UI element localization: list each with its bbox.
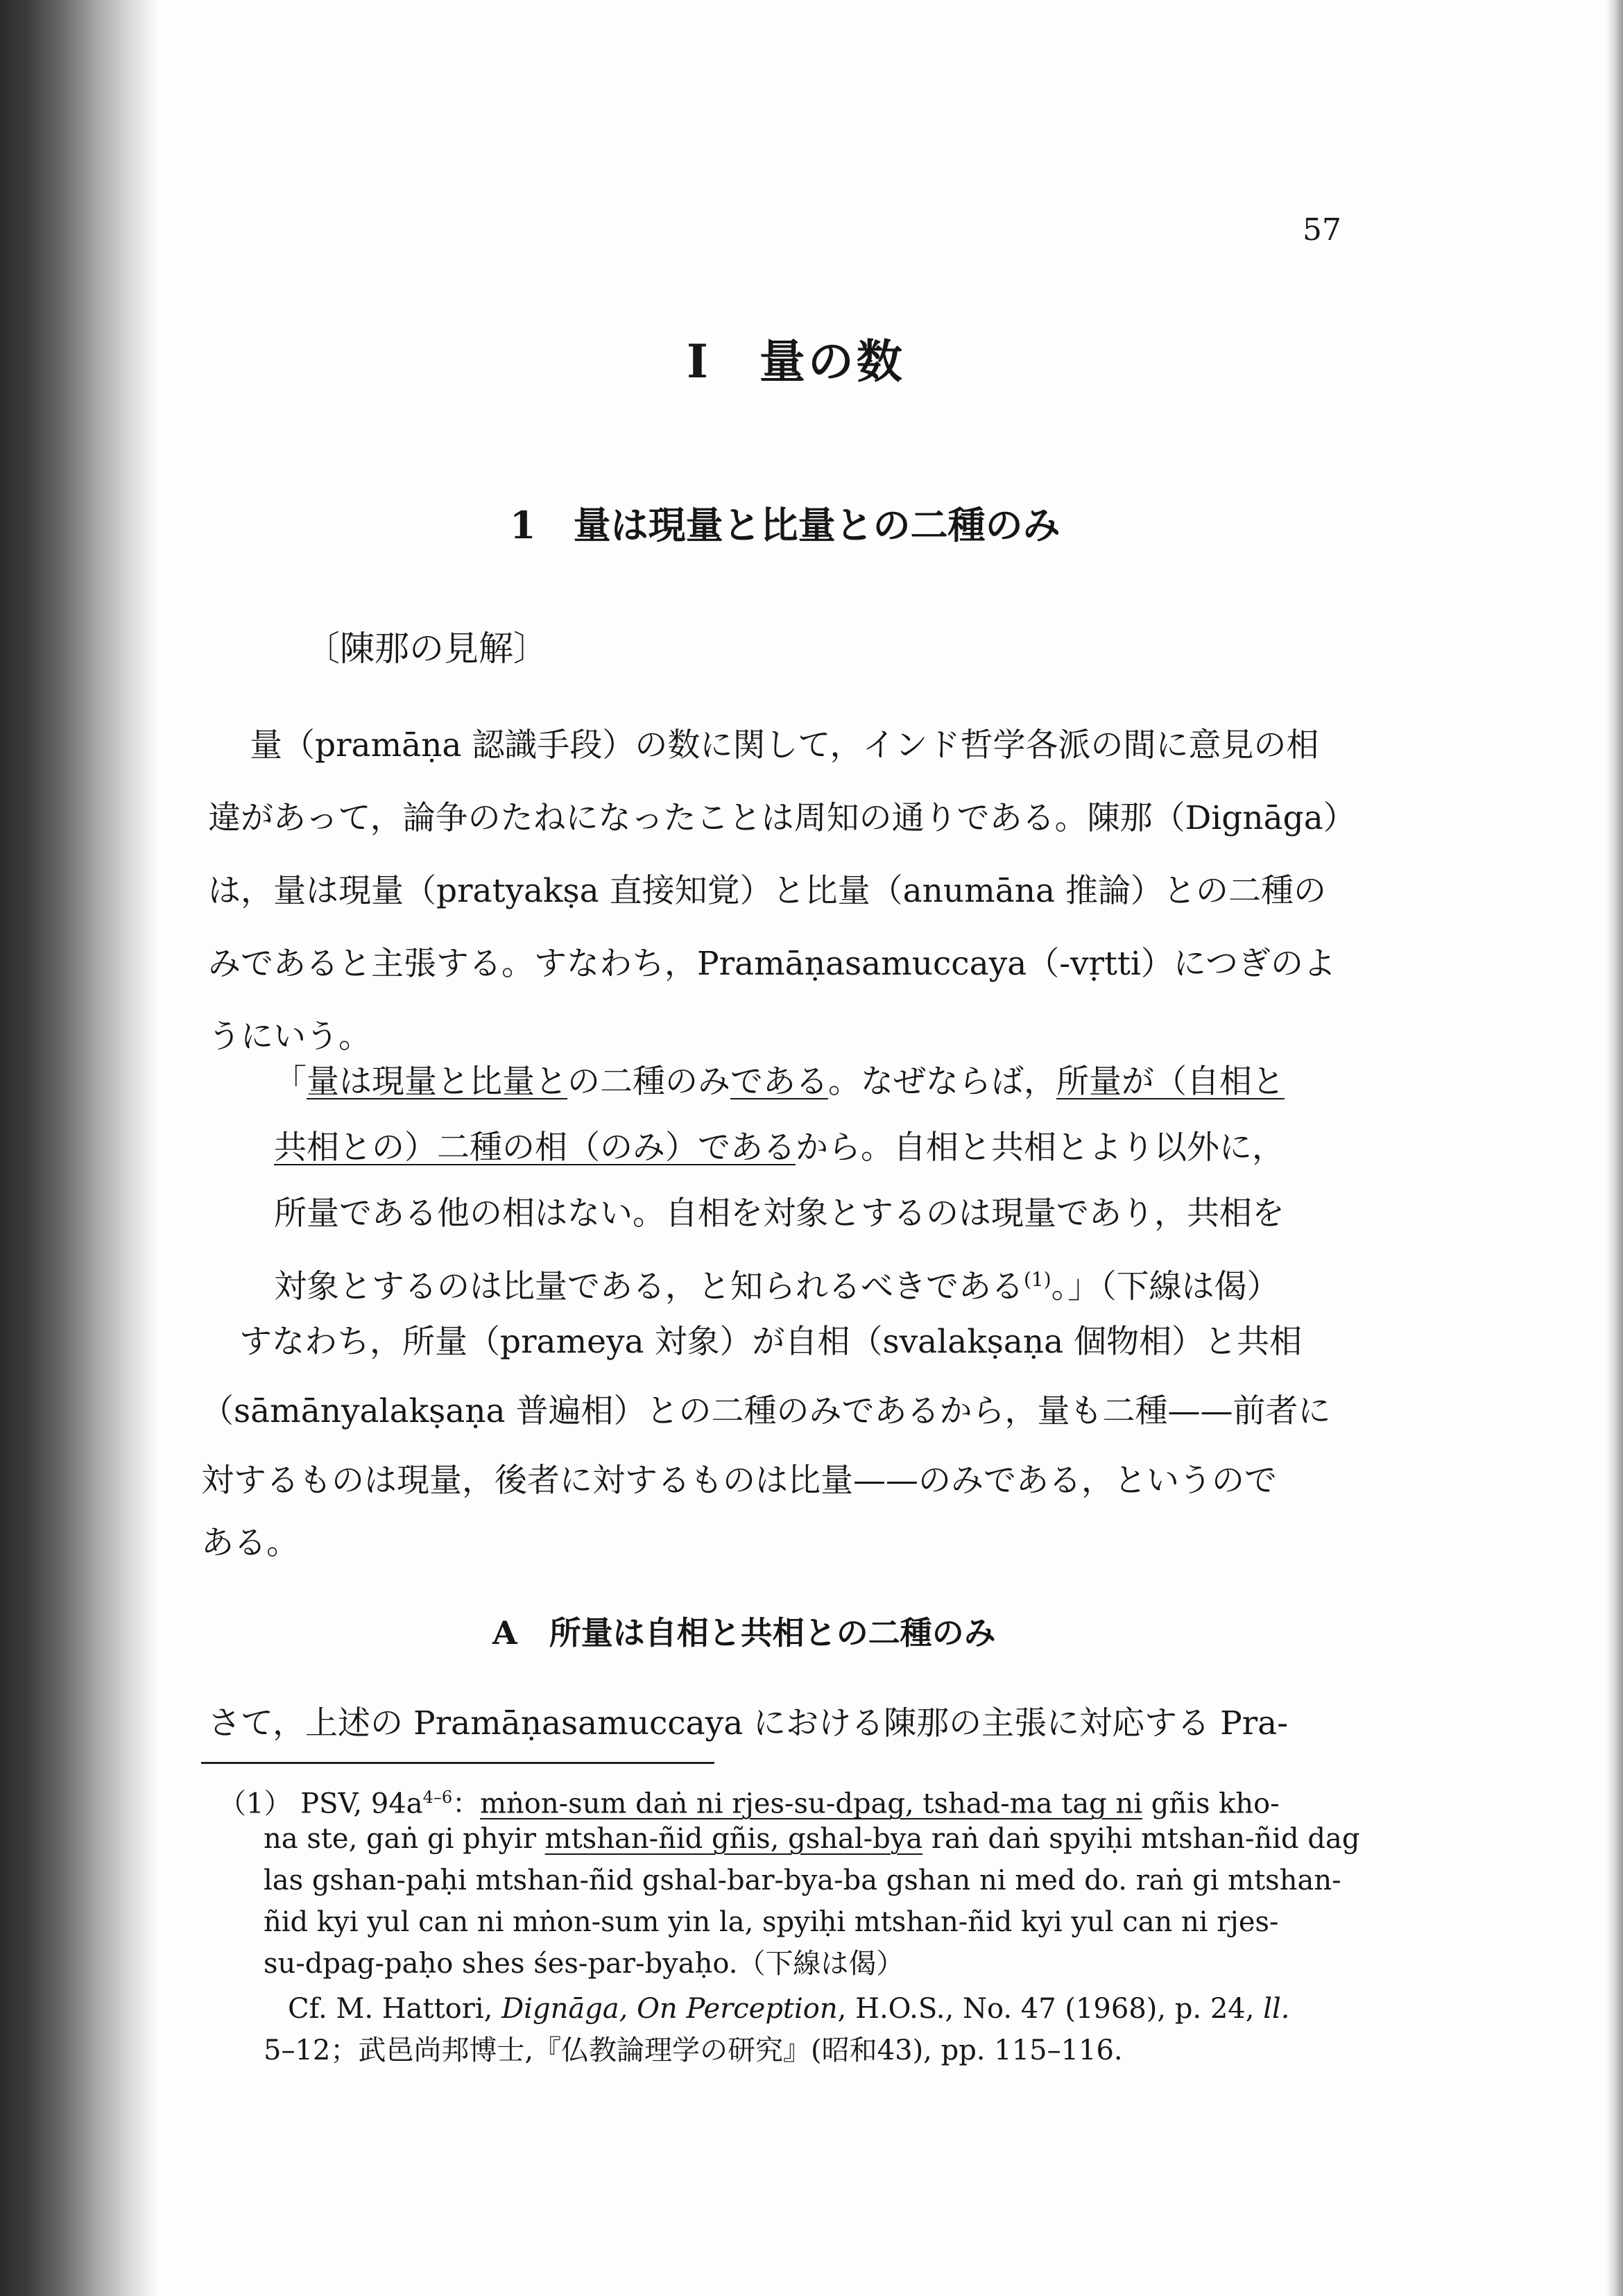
quote-underline-4: 共相との）二種の相（のみ）である <box>274 1129 796 1167</box>
footnote-rule <box>201 1762 714 1764</box>
scan-right-edge <box>1606 0 1623 2296</box>
para2-line-4: ある。 <box>201 1524 299 1562</box>
chapter-title: I 量の数 <box>687 334 905 388</box>
page-number: 57 <box>1303 212 1341 248</box>
footnote-line-5: su-dpag-paḥo shes śes-par-byaḥo.（下線は偈） <box>264 1948 904 1980</box>
footnote-line-4: ñid kyi yul can ni mṅon-sum yin la, spyiḥi mtshan-ñid kyi yul can ni rjes- <box>264 1906 1279 1938</box>
para2-line-2: （sāmānyalakṣaṇa 普遍相）との二種のみであるから，量も二種——前者に <box>201 1392 1331 1430</box>
para1-line-3: は，量は現量（pratyakṣa 直接知覚）と比量（anumāna 推論）との二種の <box>208 872 1326 910</box>
scan-gutter-shadow <box>0 0 160 2296</box>
quote-underline-3: 所量が（自相と <box>1056 1063 1285 1101</box>
quote-line-2: 共相との）二種の相（のみ）であるから。自相と共相とより以外に， <box>274 1129 1285 1167</box>
quote-line-3: 所量である他の相はない。自相を対象とするのは現量であり，共相を <box>274 1194 1285 1233</box>
footnote-line-7: 5–12；武邑尚邦博士,『仏教論理学の研究』(昭和43), pp. 115–116. <box>264 2034 1123 2066</box>
quote-underline-2: である <box>730 1063 828 1101</box>
para3-line-1: さて，上述の Pramāṇasamuccaya における陳那の主張に対応する Pra- <box>208 1704 1289 1742</box>
para1-line-5: うにいう。 <box>208 1018 371 1056</box>
subsection-title: A 所量は自相と共相との二種のみ <box>492 1614 996 1652</box>
footnote-marker: （1） <box>218 1788 292 1820</box>
para1-line-2: 違があって，論争のたねになったことは周知の通りである。陳那（Dignāga） <box>208 799 1356 837</box>
para1-line-1: 量（pramāṇa 認識手段）の数に関して，インド哲学各派の間に意見の相 <box>250 726 1319 764</box>
para1-line-4: みであると主張する。すなわち，Pramāṇasamuccaya（-vṛtti）につぎのよ <box>208 945 1336 983</box>
quote-line-4: 対象とするのは比量である，と知られるべきである$^{(1)}$。」（下線は偈） <box>274 1267 1280 1306</box>
footnote-ref: (1) <box>1024 1268 1051 1291</box>
footnote-line-3: las gshan-paḥi mtshan-ñid gshal-bar-bya-ba gshan ni med do. raṅ gi mtshan- <box>264 1865 1341 1896</box>
quote-line-1: 「量は現量と比量との二種のみである。なぜならば，所量が（自相と <box>274 1063 1285 1101</box>
section-title: 1 量は現量と比量との二種のみ <box>510 503 1060 547</box>
para2-line-3: 対するものは現量，後者に対するものは比量——のみである，というので <box>201 1462 1277 1500</box>
bracket-heading: 〔陳那の見解〕 <box>305 628 548 669</box>
footnote-line-2: na ste, gaṅ gi phyir mtshan-ñid gñis, gshal-bya raṅ daṅ spyiḥi mtshan-ñid dag <box>264 1823 1360 1855</box>
quote-underline-1: 量は現量と比量と <box>307 1063 567 1101</box>
para2-line-1: すなわち，所量（prameya 対象）が自相（svalakṣaṇa 個物相）と共相 <box>239 1323 1303 1361</box>
footnote-line-1: （1） PSV, $94a^{4-6}$：mṅon-sum daṅ ni rjes-su-dpag, tshad-ma tag ni gñis kho- <box>218 1788 1280 1820</box>
footnote-line-6: Cf. M. Hattori, Dignāga, On Perception, H.O.S., No. 47 (1968), p. 24, ll. <box>288 1993 1290 2025</box>
